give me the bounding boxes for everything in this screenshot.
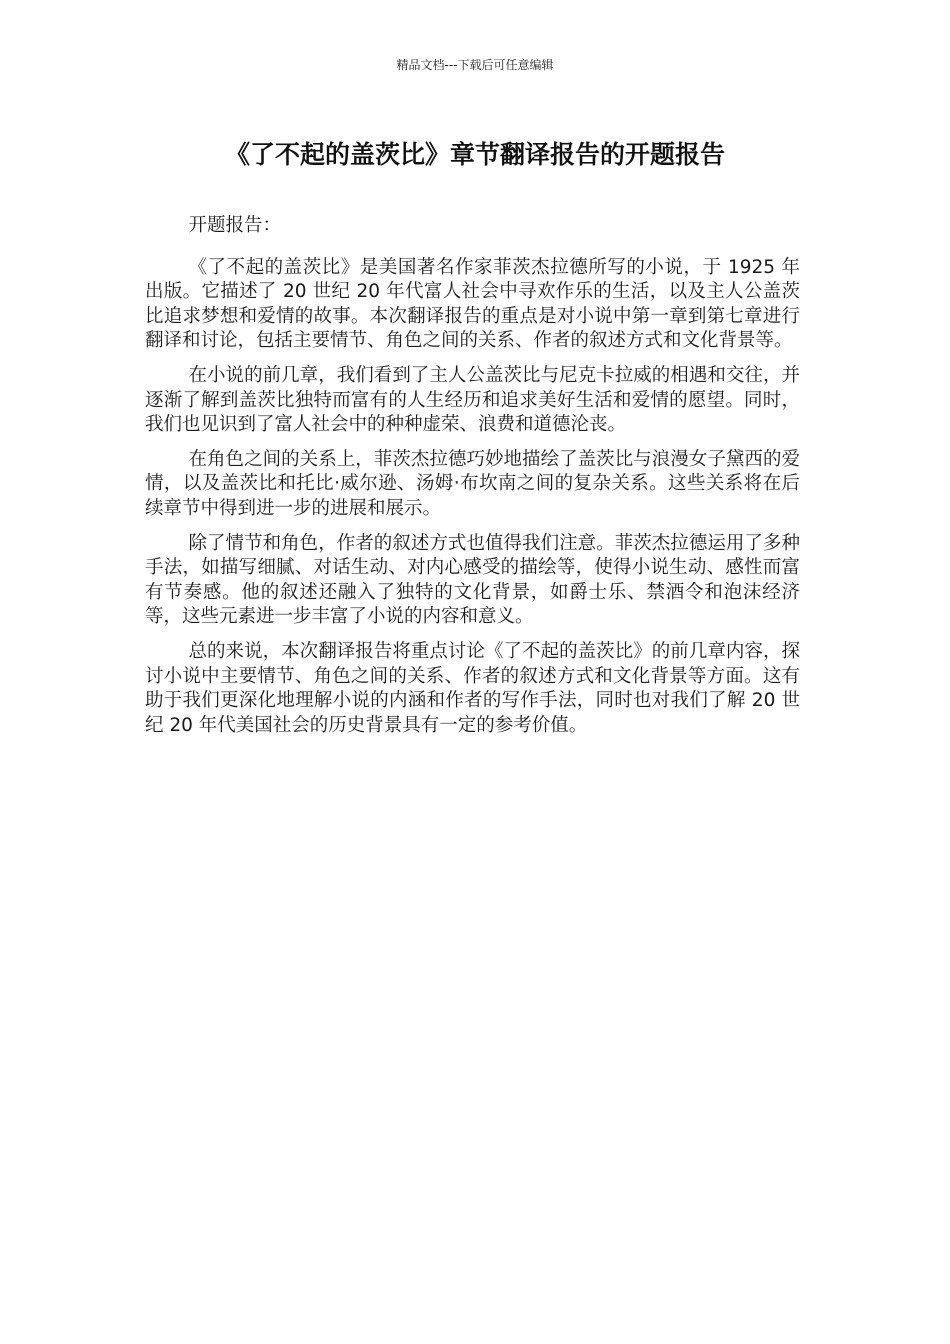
header-note: 精品文档---下载后可任意编辑 bbox=[396, 58, 554, 72]
paragraph-3: 在角色之间的关系上，菲茨杰拉德巧妙地描绘了盖茨比与浪漫女子黛西的爱情，以及盖茨比和托比·威尔逊、汤姆·布坎南之间的复杂关系。这些关系将在后续章节中得到进一步的进展和展示。 bbox=[145, 448, 800, 519]
paragraph-4: 除了情节和角色，作者的叙述方式也值得我们注意。菲茨杰拉德运用了多种手法，如描写细腻、对话生动、对内心感受的描绘等，使得小说生动、感性而富有节奏感。他的叙述还融入了独特的文化背景，如爵士乐、禁酒令和泡沫经济等，这些元素进一步丰富了小说的内容和意义。 bbox=[145, 532, 800, 628]
paragraph-2: 在小说的前几章，我们看到了主人公盖茨比与尼克卡拉威的相遇和交往，并逐渐了解到盖茨比独特而富有的人生经历和追求美好生活和爱情的愿望。同时，我们也见识到了富人社会中的种种虚荣、浪费和道德沦丧。 bbox=[145, 364, 800, 436]
paragraph-5: 总的来说，本次翻译报告将重点讨论《了不起的盖茨比》的前几章内容，探讨小说中主要情节、角色之间的关系、作者的叙述方式和文化背景等方面。这有助于我们更深化地理解小说的内涵和作者的写作手法，同时也对我们了解 20 世纪 20 年代美国社会的历史背景具有一定的参考价值。 bbox=[145, 640, 800, 736]
document-title: 《了不起的盖茨比》章节翻译报告的开题报告 bbox=[224, 140, 725, 169]
intro-label: 开题报告： bbox=[188, 215, 281, 236]
paragraph-1: 《了不起的盖茨比》是美国著名作家菲茨杰拉德所写的小说，于 1925 年出版。它描述了 20 世纪 20 年代富人社会中寻欢作乐的生活，以及主人公盖茨比追求梦想和爱情的故事。本次翻译报告的重点是对小说中第一章到第七章进行翻译和讨论，包括主要情节、角色之间的关系、作者的叙述方式和文化背景等。 bbox=[145, 256, 800, 352]
document-body bbox=[145, 214, 800, 748]
